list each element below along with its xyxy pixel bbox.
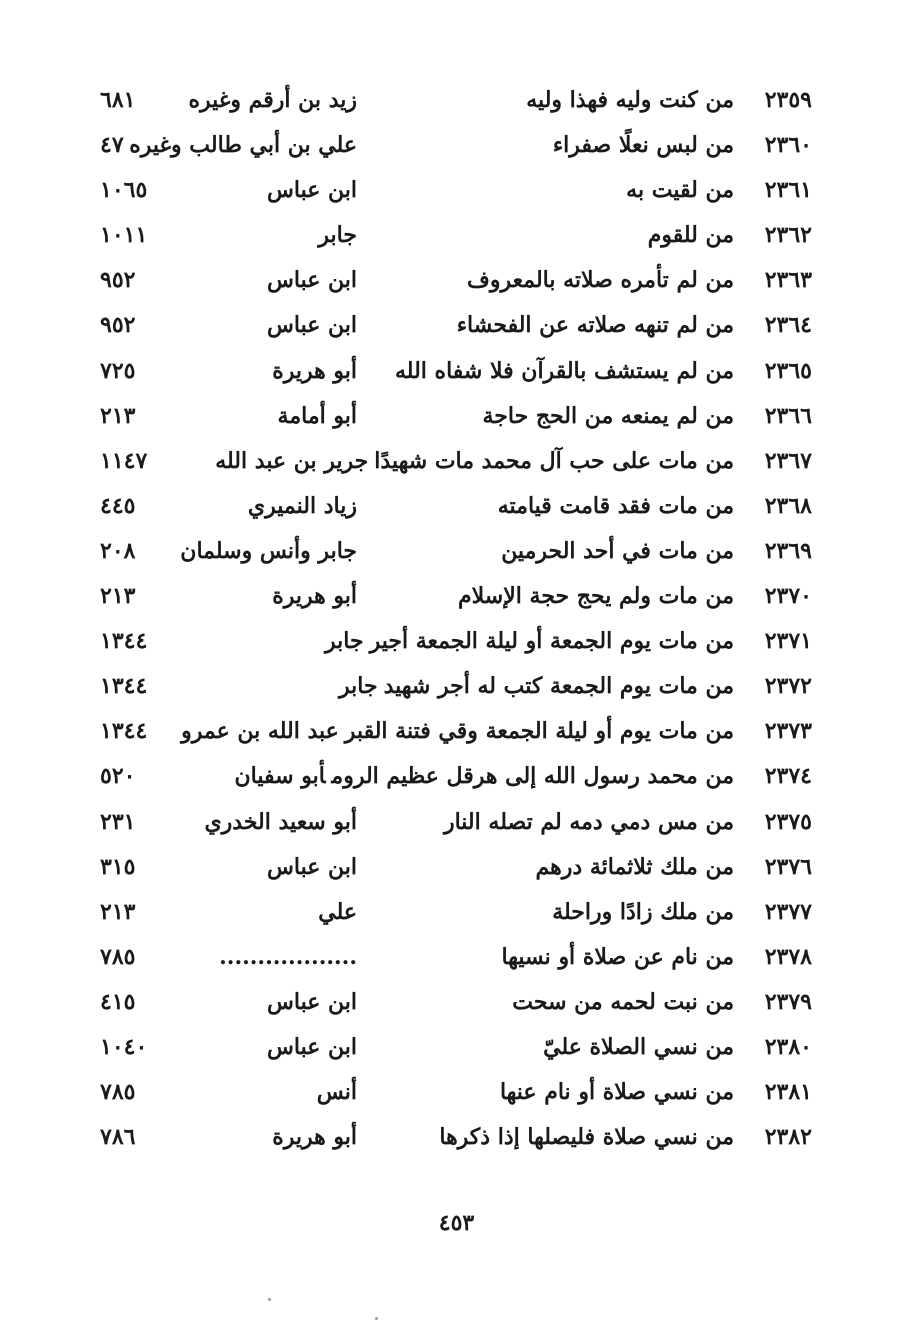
entry-page-ref: ٢١٣ [100, 583, 136, 610]
entry-text [498, 484, 734, 529]
index-entry [100, 754, 812, 799]
entry-page-ref: ١٠٤٠ [100, 1033, 148, 1060]
entry-hadith-text: من نبت لحمه من سحت [512, 988, 734, 1015]
entry-narrator: أبو سعيد الخدري [204, 808, 357, 835]
index-entry [100, 394, 812, 439]
entry-narrator: أبو سفيان [234, 763, 326, 790]
entry-narrator: عبد الله بن عمرو [181, 718, 339, 745]
entry-number: ٢٣٧١ [764, 628, 812, 655]
entry-page-ref: ٦٨١ [100, 87, 136, 113]
entry-hadith-text: من لم يستشف بالقرآن فلا شفاه الله [394, 357, 734, 384]
index-entry [100, 303, 812, 348]
entry-hadith-text: من لم يمنعه من الحج حاجة [482, 402, 734, 429]
entry-text [181, 709, 734, 754]
entry-number: ٢٣٦٥ [764, 357, 812, 384]
entry-hadith-text: من مات فقد قامت قيامته [497, 492, 734, 519]
entry-text [339, 664, 734, 709]
entry-text [512, 980, 734, 1025]
entry-number: ٢٣٨١ [764, 1079, 812, 1106]
entry-narrator: أنس [316, 1079, 357, 1106]
entry-text [543, 1025, 734, 1070]
entry-hadith-text: من ملك زادًا وراحلة [552, 898, 734, 925]
entry-hadith-text: من مات يوم الجمعة أو ليلة الجمعة أجير [369, 628, 734, 655]
entry-number: ٢٣٧٤ [764, 763, 812, 790]
entry-number: ٢٣٧٥ [764, 808, 812, 835]
entry-narrator: جابر [339, 673, 378, 700]
index-entry [100, 935, 812, 980]
index-entry [100, 484, 812, 529]
entry-number: ٢٣٦٧ [764, 447, 812, 474]
entry-page-ref: ٥٢٠ [100, 763, 136, 790]
entry-page-ref: ٧٨٥ [100, 943, 136, 970]
entry-narrator: ابن عباس [267, 988, 357, 1015]
entry-hadith-text: من لم تأمره صلاته بالمعروف [467, 267, 734, 294]
entry-hadith-text: من لم تنهه صلاته عن الفحشاء [456, 312, 734, 339]
entry-narrator: ابن عباس [267, 312, 357, 339]
entry-hadith-text: من لبس نعلًا صفراء [552, 132, 734, 159]
entry-hadith-text: من مات على حب آل محمد مات شهيدًا [374, 447, 734, 474]
index-entry [100, 890, 812, 935]
entry-number: ٢٣٧٦ [764, 853, 812, 880]
index-entry [100, 529, 812, 574]
paper-speck [268, 1298, 271, 1301]
entry-page-ref: ٤٤٥ [100, 492, 136, 519]
entry-text [215, 439, 734, 484]
index-entry [100, 845, 812, 890]
entry-hadith-text: من نام عن صلاة أو نسيها [501, 943, 734, 970]
index-entry [100, 213, 812, 258]
entry-text [648, 213, 734, 258]
entry-page-ref: ٢٠٨ [100, 537, 136, 564]
index-entry [100, 1115, 812, 1160]
entry-page-ref: ٩٥٢ [100, 312, 136, 339]
entry-text [458, 574, 734, 619]
entry-page-ref: ٢١٣ [100, 402, 136, 429]
entry-hadith-text: من نسي صلاة فليصلها إذا ذكرها [439, 1124, 734, 1151]
entry-number: ٢٣٧٩ [764, 988, 812, 1015]
entry-page-ref: ٩٥٢ [100, 267, 136, 294]
entry-text [482, 394, 734, 439]
entry-text [626, 168, 734, 213]
entry-number: ٢٣٦٣ [764, 267, 812, 294]
entry-number: ٢٣٨٠ [764, 1033, 812, 1060]
entry-hadith-text: من مات في أحد الحرمين [501, 537, 734, 564]
index-entry [100, 574, 812, 619]
entry-narrator: زياد النميري [247, 492, 357, 519]
entry-narrator: جابر [318, 222, 357, 249]
entry-text [439, 1115, 734, 1160]
entry-page-ref: ٤١٥ [100, 988, 136, 1015]
entry-text [457, 303, 734, 348]
entry-page-ref: ١١٤٧ [100, 447, 148, 474]
entry-narrator: ابن عباس [267, 267, 357, 294]
index-entry [100, 168, 812, 213]
entry-narrator: ابن عباس [267, 177, 357, 204]
entry-number: ٢٣٦٠ [764, 132, 812, 159]
entry-text [500, 1070, 734, 1115]
entry-narrator: ابن عباس [267, 853, 357, 880]
entry-text [467, 258, 734, 303]
entry-hadith-text: من نسي الصلاة عليّ [543, 1033, 734, 1060]
entry-narrator: أبو أمامة [277, 402, 357, 429]
entry-text [325, 619, 734, 664]
entry-text [501, 529, 734, 574]
entry-narrator: أبو هريرة [272, 1124, 357, 1151]
index-entry [100, 664, 812, 709]
entry-number: ٢٣٦٨ [764, 492, 812, 519]
index-entry [100, 349, 812, 394]
entry-narrator: .................. [219, 943, 357, 970]
index-entry [100, 258, 812, 303]
entry-page-ref: ٧٨٦ [100, 1124, 136, 1151]
entry-narrator: أبو هريرة [272, 357, 357, 384]
page-number: ٤٥٣ [438, 1210, 475, 1236]
entry-page-ref: ٢١٣ [100, 898, 136, 925]
entry-number: ٢٣٧٢ [764, 673, 812, 700]
entry-page-ref: ٧٢٥ [100, 357, 136, 384]
entry-number: ٢٣٦١ [764, 177, 812, 204]
entry-hadith-text: من ملك ثلاثمائة درهم [535, 853, 734, 880]
entry-text [526, 78, 734, 123]
entry-number: ٢٣٧٣ [764, 718, 812, 745]
entry-text [234, 754, 734, 799]
entry-number: ٢٣٦٩ [764, 537, 812, 564]
index-entry [100, 619, 812, 664]
index-entry [100, 800, 812, 845]
entry-number: ٢٣٨٢ [764, 1124, 812, 1151]
entry-page-ref: ١٣٤٤ [100, 718, 148, 745]
index-entry [100, 1025, 812, 1070]
index-entry [100, 709, 812, 754]
entry-number: ٢٣٥٩ [764, 87, 812, 113]
hadith-index-list [100, 78, 812, 1160]
entry-page-ref: ١٠١١ [100, 222, 148, 249]
entry-narrator: علي بن أبي طالب وغيره [129, 132, 357, 159]
entry-narrator: جابر [325, 628, 364, 655]
entry-text [553, 123, 734, 168]
entry-number: ٢٣٦٦ [764, 402, 812, 429]
paper-speck [375, 1317, 378, 1320]
index-entry [100, 123, 812, 168]
index-entry [100, 78, 812, 123]
entry-page-ref: ٧٨٥ [100, 1079, 136, 1106]
entry-page-ref: ٤٧ [100, 132, 124, 159]
entry-page-ref: ١٣٤٤ [100, 628, 148, 655]
entry-text [502, 935, 734, 980]
index-entry [100, 980, 812, 1025]
entry-narrator: جرير بن عبد الله [215, 447, 369, 474]
entry-number: ٢٣٧٨ [764, 943, 812, 970]
index-entry [100, 439, 812, 484]
entry-hadith-text: من مات يوم أو ليلة الجمعة وقي فتنة القبر [344, 718, 734, 745]
entry-narrator: ابن عباس [267, 1033, 357, 1060]
entry-hadith-text: من للقوم [647, 222, 734, 249]
entry-narrator: أبو هريرة [272, 583, 357, 610]
entry-page-ref: ٣١٥ [100, 853, 136, 880]
entry-page-ref: ٢٣١ [100, 808, 136, 835]
entry-narrator: زيد بن أرقم وغيره [188, 87, 357, 113]
entry-number: ٢٣٦٤ [764, 312, 812, 339]
entry-hadith-text: من محمد رسول الله إلى هرقل عظيم الروم [331, 763, 734, 790]
entry-number: ٢٣٧٧ [764, 898, 812, 925]
entry-hadith-text: من مات ولم يحج حجة الإسلام [458, 583, 734, 610]
entry-text [536, 845, 735, 890]
entry-page-ref: ١٠٦٥ [100, 177, 148, 204]
entry-hadith-text: من مات يوم الجمعة كتب له أجر شهيد [383, 673, 734, 700]
entry-text [444, 800, 734, 845]
entry-narrator: جابر وأنس وسلمان [180, 537, 357, 564]
entry-number: ٢٣٦٢ [764, 222, 812, 249]
entry-text [552, 890, 734, 935]
index-entry [100, 1070, 812, 1115]
entry-number: ٢٣٧٠ [764, 583, 812, 610]
entry-narrator: علي [318, 898, 357, 925]
entry-hadith-text: من مس دمي دمه لم تصله النار [443, 808, 734, 835]
entry-hadith-text: من كنت وليه فهذا وليه [526, 87, 734, 113]
entry-hadith-text: من لقيت به [626, 177, 734, 204]
entry-text [395, 349, 734, 394]
entry-hadith-text: من نسي صلاة أو نام عنها [499, 1079, 734, 1106]
entry-page-ref: ١٣٤٤ [100, 673, 148, 700]
